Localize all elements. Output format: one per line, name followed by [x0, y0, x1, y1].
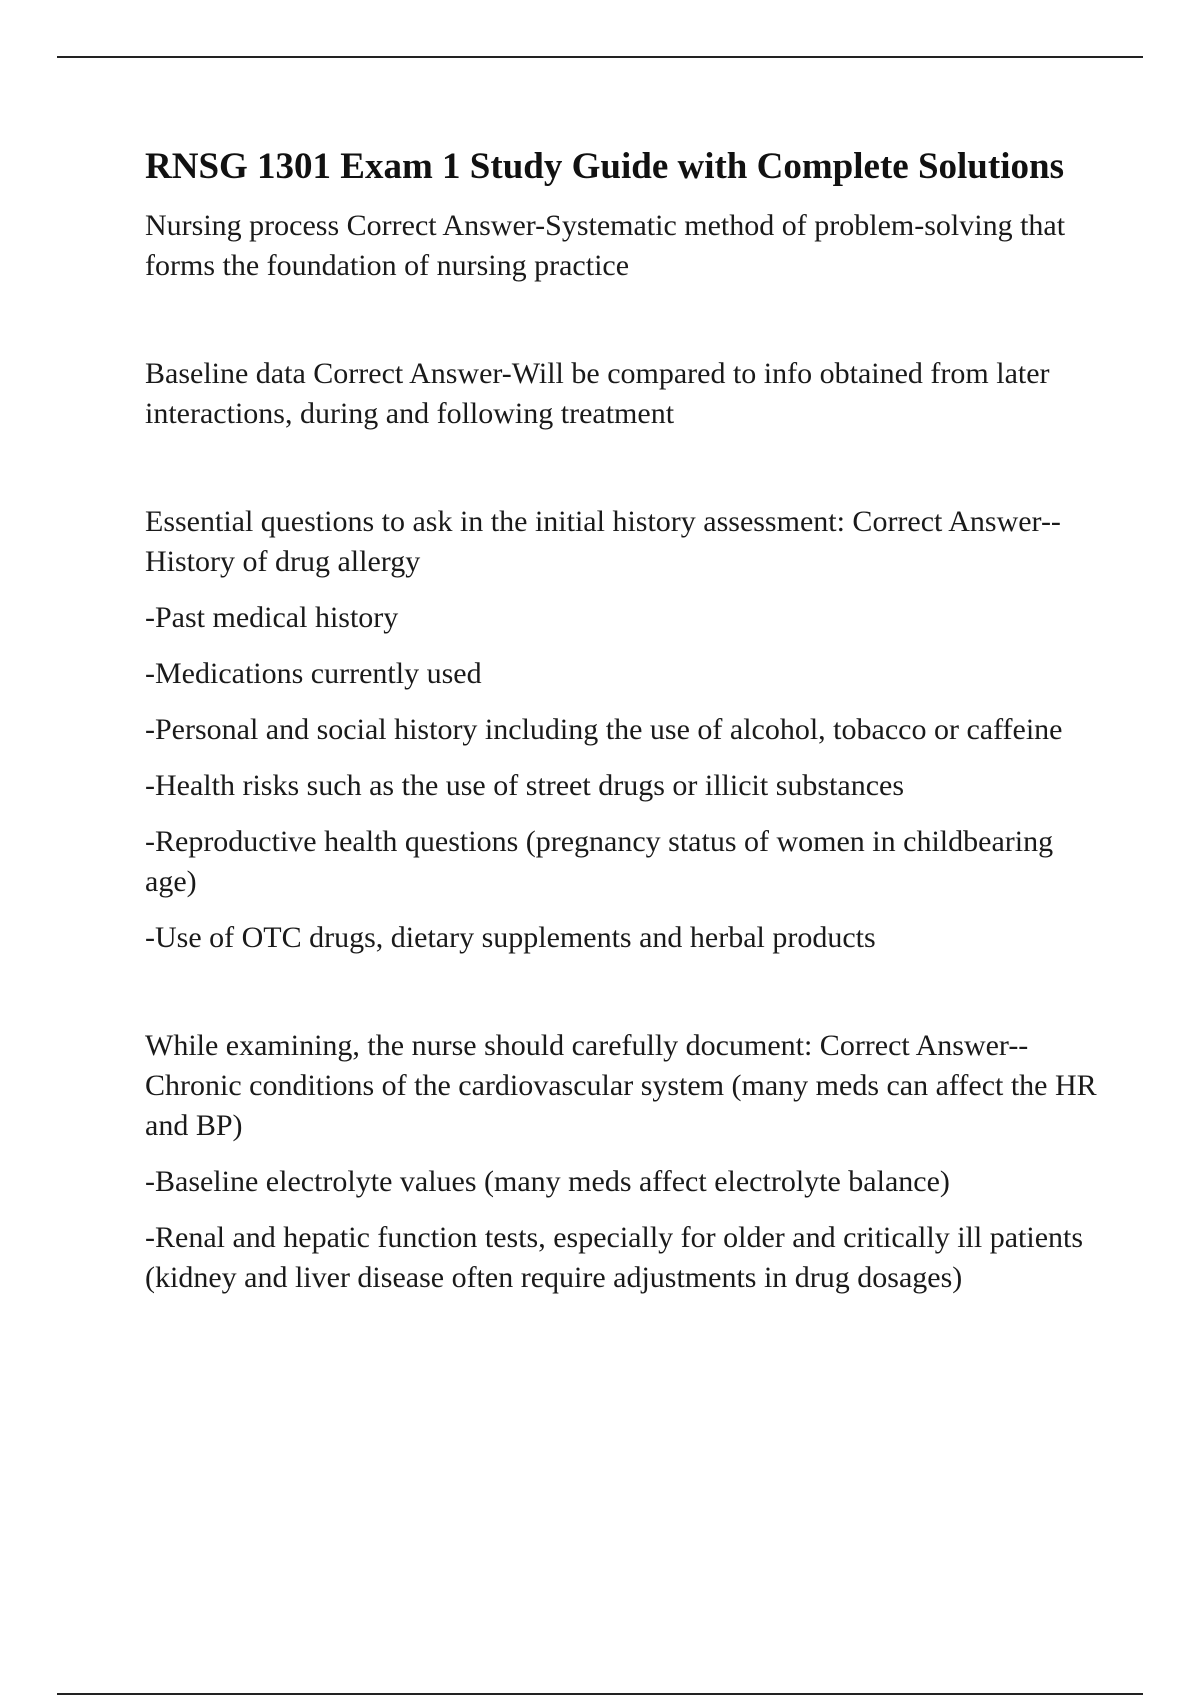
- paragraph: Baseline data Correct Answer-Will be compared to info obtained from later interactions, during and following treatment: [145, 357, 1050, 430]
- list-item: -Baseline electrolyte values (many meds affect electrolyte balance): [145, 1165, 950, 1198]
- paragraph: Essential questions to ask in the initial history assessment: Correct Answer--History of drug allergy: [145, 505, 1061, 578]
- list-item: -Medications currently used: [145, 657, 482, 690]
- footer-divider: [57, 1693, 1143, 1695]
- list-item: -Past medical history: [145, 601, 399, 634]
- list-item: -Use of OTC drugs, dietary supplements and herbal products: [145, 921, 876, 954]
- list-item: -Renal and hepatic function tests, especially for older and critically ill patients (kidney and liver disease often require adjustments in drug dosages): [145, 1221, 1084, 1294]
- qa-block-baseline-data: [145, 354, 1100, 434]
- list-item: -Personal and social history including the use of alcohol, tobacco or caffeine: [145, 713, 1063, 746]
- document-title: RNSG 1301 Exam 1 Study Guide with Complete Solutions: [145, 146, 1064, 187]
- document-body: [145, 142, 1100, 1298]
- list-item: -Health risks such as the use of street drugs or illicit substances: [145, 769, 904, 802]
- qa-block-examination-documentation: [145, 1026, 1100, 1298]
- list-item: -Reproductive health questions (pregnancy status of women in childbearing age): [145, 825, 1054, 898]
- paragraph: While examining, the nurse should carefully document: Correct Answer--Chronic conditions of the cardiovascular system (many meds can affect the HR and BP): [145, 1029, 1097, 1142]
- header-divider: [57, 56, 1143, 58]
- qa-block-nursing-process: [145, 206, 1100, 286]
- qa-block-essential-questions: [145, 502, 1100, 958]
- paragraph: Nursing process Correct Answer-Systematic method of problem-solving that forms the foundation of nursing practice: [145, 209, 1066, 282]
